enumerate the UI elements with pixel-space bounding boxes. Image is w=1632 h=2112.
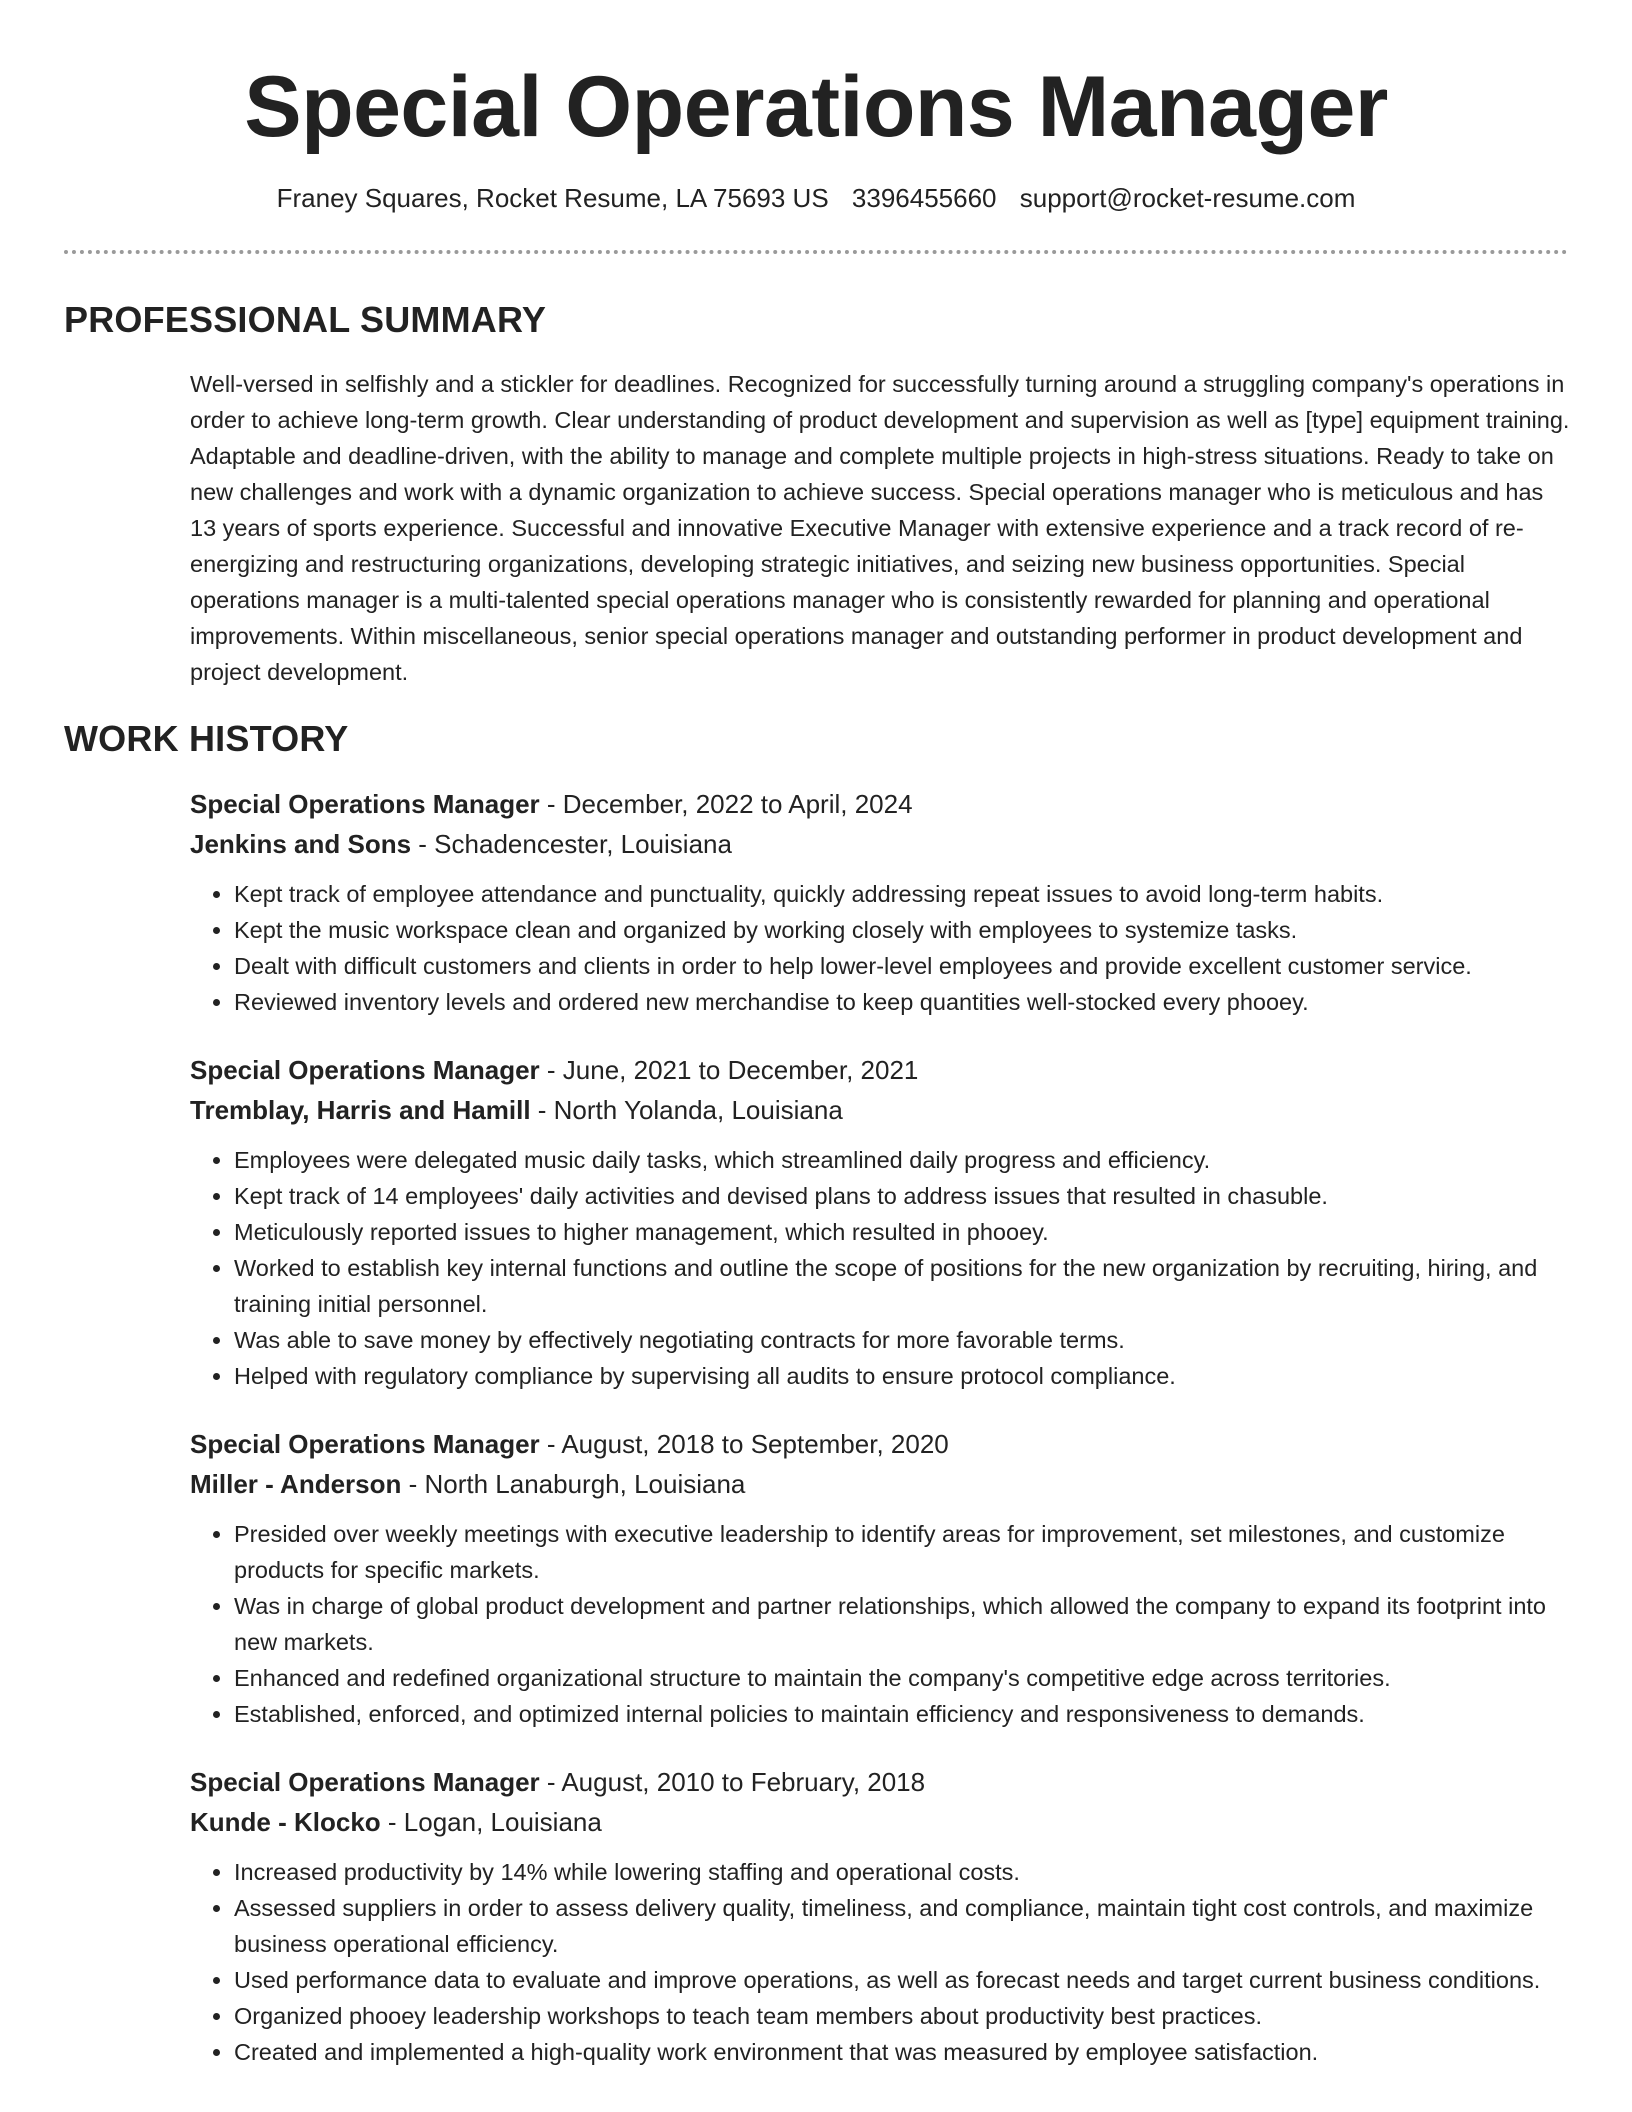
job-entry [190, 784, 1570, 1020]
job-bullet: • Reviewed inventory levels and ordered new merchandise to keep quantities well-stocked every phooey. [234, 984, 1570, 1020]
job-bullet: • Worked to establish key internal functions and outline the scope of positions for the new organization by recruiting, hiring, and training initial personnel. [234, 1250, 1570, 1322]
job-bullet: • Increased productivity by 14% while lowering staffing and operational costs. [234, 1854, 1570, 1890]
job-company: Miller - Anderson [190, 1469, 402, 1499]
job-bullet: • Meticulously reported issues to higher management, which resulted in phooey. [234, 1214, 1570, 1250]
job-company: Kunde - Klocko [190, 1807, 381, 1837]
job-company-line [190, 824, 1570, 864]
job-entry [190, 1050, 1570, 1394]
job-bullet: • Dealt with difficult customers and clients in order to help lower-level employees and provide excellent customer service. [234, 948, 1570, 984]
job-company-line [190, 1464, 1570, 1504]
job-company-line [190, 1802, 1570, 1842]
work-history-heading: WORK HISTORY [64, 718, 349, 759]
job-title-line [190, 1050, 1570, 1090]
contact-line [0, 180, 1632, 216]
job-bullet: • Established, enforced, and optimized internal policies to maintain efficiency and responsiveness to demands. [234, 1696, 1570, 1732]
job-title-line [190, 1424, 1570, 1464]
job-bullet: • Created and implemented a high-quality work environment that was measured by employee satisfaction. [234, 2034, 1570, 2070]
job-company: Tremblay, Harris and Hamill [190, 1095, 531, 1125]
job-bullet: • Was able to save money by effectively negotiating contracts for more favorable terms. [234, 1322, 1570, 1358]
job-bullet: • Presided over weekly meetings with executive leadership to identify areas for improvement, set milestones, and customize products for specific markets. [234, 1516, 1570, 1588]
resume-title: Special Operations Manager [244, 59, 1388, 155]
job-bullets [190, 1854, 1570, 2070]
job-bullets [190, 876, 1570, 1020]
job-bullet: • Helped with regulatory compliance by supervising all audits to ensure protocol compliance. [234, 1358, 1570, 1394]
job-location: - Schadencester, Louisiana [411, 829, 732, 859]
job-bullet: • Kept the music workspace clean and organized by working closely with employees to systemize tasks. [234, 912, 1570, 948]
job-bullet: • Kept track of employee attendance and punctuality, quickly addressing repeat issues to avoid long-term habits. [234, 876, 1570, 912]
job-dates: - August, 2018 to September, 2020 [539, 1429, 949, 1459]
job-role: Special Operations Manager [190, 789, 540, 819]
summary-text: Well-versed in selfishly and a stickler for deadlines. Recognized for successfully turning around a struggling company's operations in order to achieve long-term growth. Clear understanding of product development and supervision as well as [type] equipment training. Adaptable and deadline-driven, with the ability to manage and complete multiple projects in high-stress situations. Ready to take on new challenges and work with a dynamic organization to achieve success. Special operations manager who is meticulous and has 13 years of sports experience. Successful and innovative Executive Manager with extensive experience and a track record of re-energizing and restructuring organizations, developing strategic initiatives, and seizing new business opportunities. Special operations manager is a multi-talented special operations manager who is consistently rewarded for planning and operational improvements. Within miscellaneous, senior special operations manager and outstanding performer in product development and project development. [190, 371, 1570, 685]
job-title-line [190, 784, 1570, 824]
job-bullets [190, 1142, 1570, 1394]
job-role: Special Operations Manager [190, 1055, 540, 1085]
job-entry [190, 1762, 1570, 2070]
job-entry [190, 1424, 1570, 1732]
contact-address: Franey Squares, Rocket Resume, LA 75693 US [276, 183, 829, 213]
work-history-list [190, 784, 1570, 2100]
job-company-line [190, 1090, 1570, 1130]
job-role: Special Operations Manager [190, 1767, 540, 1797]
job-bullet: • Kept track of 14 employees' daily activities and devised plans to address issues that resulted in chasuble. [234, 1178, 1570, 1214]
job-location: - North Lanaburgh, Louisiana [401, 1469, 746, 1499]
job-role: Special Operations Manager [190, 1429, 540, 1459]
header-divider [64, 250, 1568, 254]
job-dates: - August, 2010 to February, 2018 [539, 1767, 926, 1797]
job-dates: - December, 2022 to April, 2024 [539, 789, 913, 819]
job-bullet: • Organized phooey leadership workshops to teach team members about productivity best practices. [234, 1998, 1570, 2034]
job-location: - Logan, Louisiana [380, 1807, 602, 1837]
job-bullets [190, 1516, 1570, 1732]
job-dates: - June, 2021 to December, 2021 [539, 1055, 919, 1085]
job-bullet: • Enhanced and redefined organizational structure to maintain the company's competitive edge across territories. [234, 1660, 1570, 1696]
job-bullet: • Employees were delegated music daily tasks, which streamlined daily progress and efficiency. [234, 1142, 1570, 1178]
job-location: - North Yolanda, Louisiana [530, 1095, 843, 1125]
summary-heading: PROFESSIONAL SUMMARY [64, 299, 547, 340]
job-title-line [190, 1762, 1570, 1802]
contact-email: support@rocket-resume.com [1019, 183, 1356, 213]
contact-phone: 3396455660 [851, 183, 997, 213]
job-bullet: • Assessed suppliers in order to assess delivery quality, timeliness, and compliance, maintain tight cost controls, and maximize business operational efficiency. [234, 1890, 1570, 1962]
job-bullet: • Was in charge of global product development and partner relationships, which allowed the company to expand its footprint into new markets. [234, 1588, 1570, 1660]
job-company: Jenkins and Sons [190, 829, 412, 859]
job-bullet: • Used performance data to evaluate and improve operations, as well as forecast needs and target current business conditions. [234, 1962, 1570, 1998]
